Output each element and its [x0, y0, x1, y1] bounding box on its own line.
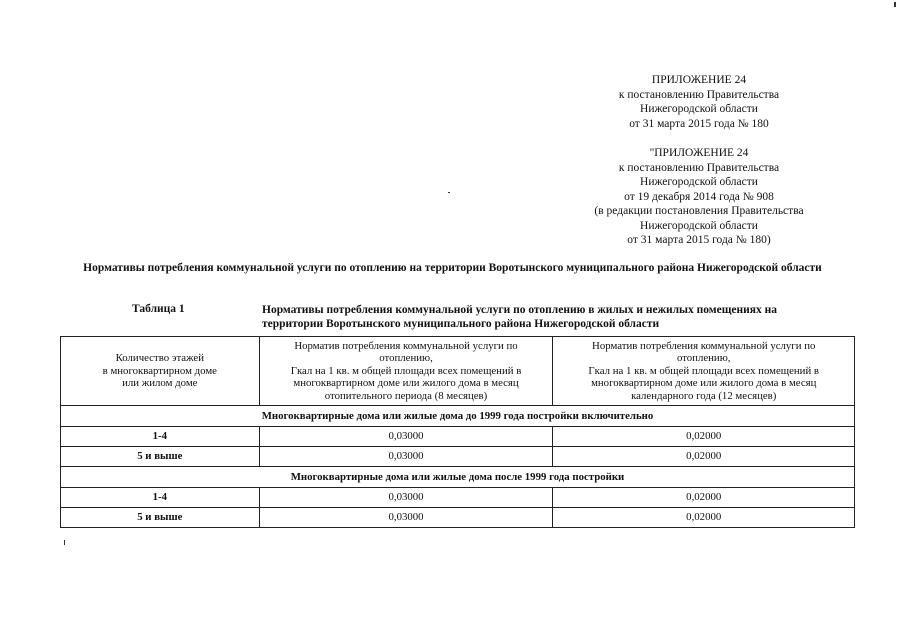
attachment-line: Нижегородской области	[640, 103, 758, 115]
header-line: или жилом доме	[122, 377, 198, 390]
attachment-line: от 31 марта 2015 года № 180	[629, 117, 769, 130]
table-caption-line: Нормативы потребления коммунальной услуги по отоплению в жилых и нежилых помещениях на	[262, 304, 778, 316]
cell-floors: 5 и выше	[61, 508, 260, 528]
cell-calendar-year: 0,02000	[553, 447, 855, 467]
attachment-title: "ПРИЛОЖЕНИЕ 24	[649, 147, 749, 159]
table-caption	[262, 303, 842, 331]
attachment-line: Нижегородской области	[640, 176, 758, 188]
norms-table	[60, 336, 855, 528]
table-row	[61, 488, 855, 508]
attachment-line: к постановлению Правительства	[618, 161, 780, 174]
header-line: Количество этажей	[115, 352, 204, 365]
cell-floors: 1-4	[61, 488, 260, 508]
header-line: отоплению,	[676, 352, 731, 365]
header-line: Гкал на 1 кв. м общей площади всех помещений в	[588, 364, 820, 377]
header-heating-period	[259, 337, 553, 406]
table-label: Таблица 1	[132, 303, 185, 315]
cell-calendar-year: 0,02000	[553, 508, 855, 528]
header-line: отоплению,	[379, 352, 433, 365]
header-floors	[61, 337, 260, 406]
cell-floors: 5 и выше	[61, 447, 260, 467]
document-title: Нормативы потребления коммунальной услуги по отоплению на территории Воротынского муниципального района Нижегородской области	[83, 262, 822, 274]
attachment-line: от 19 декабря 2014 года № 908	[624, 190, 774, 203]
table-row	[61, 447, 855, 467]
header-line: многоквартирном доме или жилого дома в месяц	[591, 377, 817, 390]
attachment-title: ПРИЛОЖЕНИЕ 24	[651, 74, 747, 86]
header-line: Гкал на 1 кв. м общей площади всех помещений в	[290, 364, 522, 377]
table-row	[61, 508, 855, 528]
scan-speck	[894, 2, 896, 7]
cell-heating-period: 0,03000	[259, 447, 553, 467]
attachment-line: (в редакции постановления Правительства	[594, 205, 804, 217]
header-line: календарного года (12 месяцев)	[631, 389, 777, 402]
attachment-line: Нижегородской области	[640, 219, 758, 232]
cell-calendar-year: 0,02000	[553, 488, 855, 508]
table-caption-line: территории Воротынского муниципального района Нижегородской области	[262, 318, 660, 330]
header-calendar-year	[553, 337, 855, 406]
section-row	[61, 406, 855, 427]
section-row	[61, 467, 855, 488]
header-line: отопительного периода (8 месяцев)	[324, 389, 488, 402]
table-row	[61, 427, 855, 447]
cell-heating-period: 0,03000	[259, 427, 553, 447]
section-title: Многоквартирные дома или жилые дома до 1999 года постройки включительно	[61, 406, 855, 427]
attachment-header-current	[584, 73, 814, 131]
attachment-line: к постановлению Правительства	[618, 88, 780, 101]
header-line: Норматив потребления коммунальной услуги по	[592, 339, 816, 352]
table-header-row	[61, 337, 855, 406]
scan-speck	[64, 540, 65, 545]
cell-heating-period: 0,03000	[259, 508, 553, 528]
cell-heating-period: 0,03000	[259, 488, 553, 508]
cell-calendar-year: 0,02000	[553, 427, 855, 447]
header-line: многоквартирном доме или жилого дома в месяц	[293, 377, 519, 390]
scan-speck	[448, 192, 450, 193]
attachment-header-original	[584, 146, 814, 248]
cell-floors: 1-4	[61, 427, 260, 447]
attachment-line: от 31 марта 2015 года № 180)	[627, 234, 771, 246]
header-line: в многоквартирном доме	[102, 364, 217, 377]
header-line: Норматив потребления коммунальной услуги по	[294, 339, 518, 352]
section-title: Многоквартирные дома или жилые дома после 1999 года постройки	[61, 467, 855, 488]
